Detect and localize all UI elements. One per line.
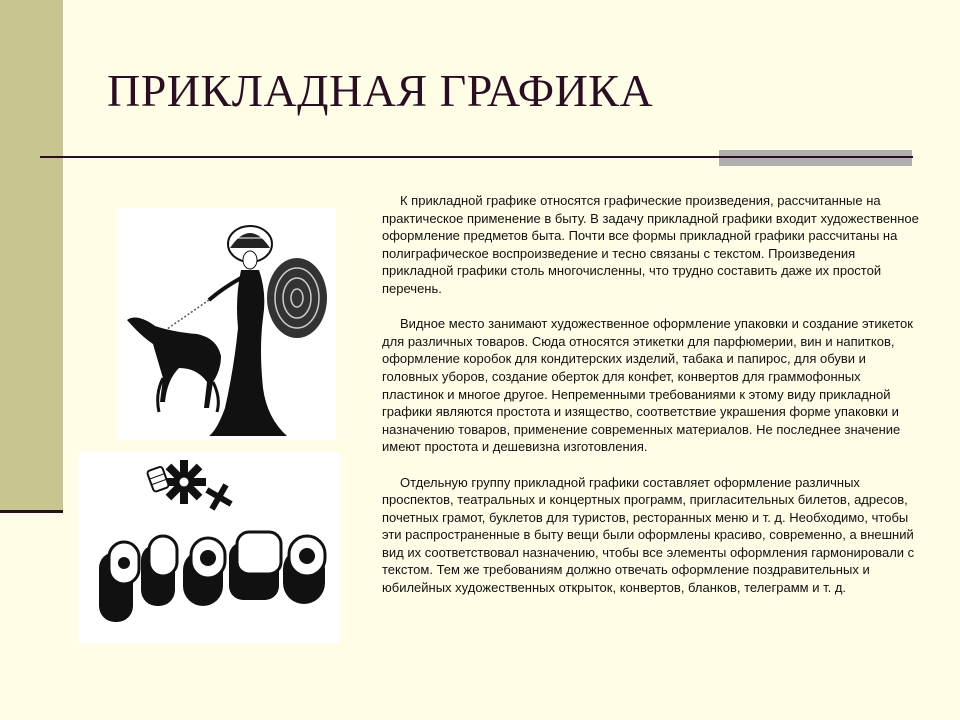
left-decorative-band <box>0 0 63 512</box>
woman-with-dog-picture <box>117 208 336 440</box>
promo-logo-picture <box>79 452 340 643</box>
left-band-underline <box>0 510 63 513</box>
title-accent-bar <box>719 150 912 166</box>
paragraph-2: Видное место занимают художественное оформление упаковки и создание этикеток для различных товаров. Сюда относятся этикетки для парфюмерии, вин и напитков, оформление коробок для кондитерских изделий, табака и папирос, для обуви и головных уборов, создание оберток для конфет, конвертов для граммофонных пластинок и многое другое. Непременными требованиями к этому виду прикладной графики являются простота и изящество, соответствие украшения форме упаковки и назначению товаров, применение современных материалов. Не последнее значение имеют простота и дешевизна изготовления. <box>382 316 913 455</box>
title-accent-line <box>719 156 912 158</box>
slide-title: ПРИКЛАДНАЯ ГРАФИКА <box>107 65 654 116</box>
body-text <box>382 192 922 614</box>
promo-logo-artwork <box>79 452 340 643</box>
paragraph-3: Отдельную группу прикладной графики составляет оформление различных проспектов, театральных и концертных программ, пригласительных билетов, адресов, почетных грамот, буклетов для туристов, ресторанных меню и т. д. Необходимо, чтобы эти распространенные в быту вещи были оформлены красиво, современно, а внешний вид их соответствовал назначению, чтобы все элементы оформления гармонировали с текстом. Тем же требованиям должно отвечать оформление поздравительных и юбилейных художественных открыток, конвертов, бланков, телеграмм и т. д. <box>382 474 915 596</box>
art-deco-illustration <box>117 208 336 440</box>
paragraph-1: К прикладной графике относятся графические произведения, рассчитанные на практическое применение в быту. В задачу прикладной графики входит художественное оформление предметов быта. Почти все формы прикладной графики рассчитаны на полиграфическое воспроизведение и тесно связаны с текстом. Произведения прикладной графики столь многочисленны, что трудно составить даже их простой перечень. <box>382 193 919 296</box>
